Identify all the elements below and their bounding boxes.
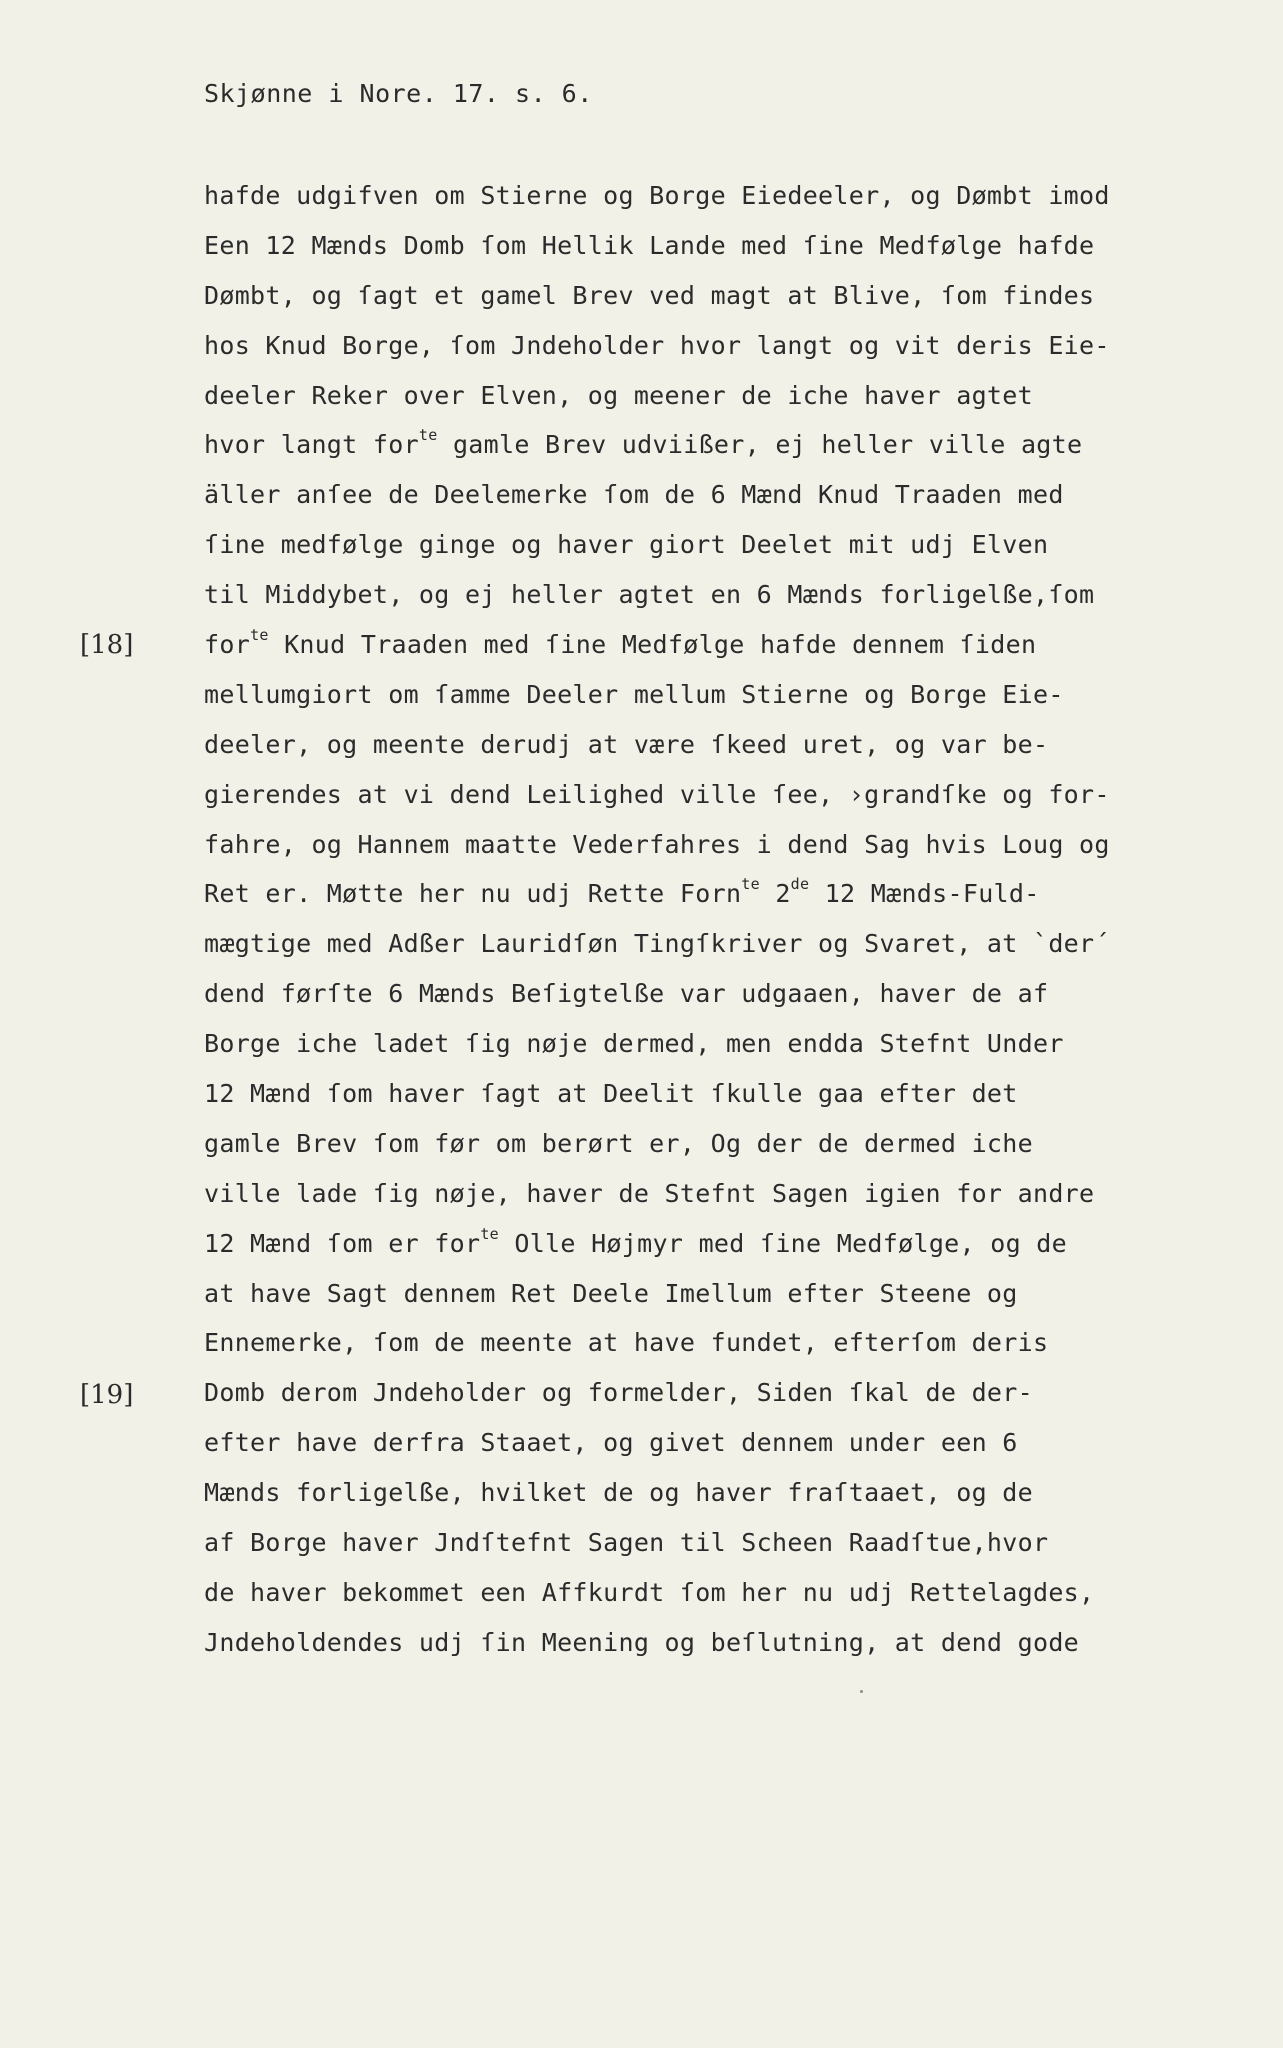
text-segment: Borge iche ladet ſig nøje dermed, men endda Stefnt Under (204, 1029, 1064, 1059)
text-segment: Mænds forligelße, hvilket de og haver fraſtaaet, og de (204, 1478, 1033, 1508)
text-line (204, 1470, 1104, 1520)
text-segment: mellumgiort om ſamme Deeler mellum Stierne og Borge Eie- (204, 679, 1064, 709)
text-segment: Ennemerke, ſom de meente at have fundet, efterſom deris (204, 1328, 1049, 1358)
text-segment: Ret er. Møtte her nu udj Rette Forn (204, 879, 742, 909)
text-line (204, 1620, 1104, 1670)
text-segment: ſine medfølge ginge og haver giort Deelet mit udj Elven (204, 530, 1049, 560)
text-segment: Domb derom Jndeholder og formelder, Siden ſkal de der- (204, 1378, 1033, 1408)
superscript: te (741, 875, 760, 894)
text-segment: de haver bekommet een Affkurdt ſom her nu udj Rettelagdes, (204, 1577, 1095, 1607)
text-line (204, 572, 1104, 622)
text-line (204, 1520, 1104, 1570)
text-segment: Jndeholdendes udj ſin Meening og beſlutning, at dend gode (204, 1627, 1080, 1657)
page-header: Skjønne i Nore. 17. s. 6. (204, 79, 593, 108)
text-segment: Een 12 Mænds Domb ſom Hellik Lande med ſine Medfølge hafde (204, 230, 1095, 260)
text-segment: fahre, og Hannem maatte Vederfahres i dend Sag hvis Loug og (204, 829, 1110, 859)
text-segment: deeler, og meente derudj at være ſkeed uret, og var be- (204, 729, 1049, 759)
text-segment: for (204, 630, 251, 660)
text-segment: hos Knud Borge, ſom Jndeholder hvor langt og vit deris Eie- (204, 330, 1110, 360)
text-line (204, 622, 1104, 672)
text-segment: Knud Traaden med ſine Medfølge hafde dennem ſiden (268, 630, 1037, 660)
text-line (204, 1121, 1104, 1171)
superscript: te (480, 1224, 499, 1243)
text-segment: dend førſte 6 Mænds Beſigtelße var udgaaen, haver de af (204, 979, 1049, 1009)
text-segment: til Middybet, og ej heller agtet en 6 Mænds forligelße,ſom (204, 580, 1095, 610)
superscript: te (418, 426, 438, 445)
superscript: te (250, 626, 269, 645)
text-segment: deeler Reker over Elven, og meener de iche haver agtet (204, 380, 1033, 410)
text-line (204, 722, 1104, 772)
text-line (204, 921, 1110, 971)
body-text (204, 173, 1110, 1670)
text-line (204, 1021, 1104, 1071)
text-line (204, 1171, 1104, 1221)
text-line (204, 871, 1104, 921)
text-segment: äller anſee de Deelemerke ſom de 6 Mænd Knud Traaden med (204, 480, 1064, 510)
text-segment: 2 (759, 879, 791, 909)
text-line (204, 1420, 1104, 1470)
text-line (204, 1370, 1104, 1420)
text-segment: Dømbt, og ſagt et gamel Brev ved magt at Blive, ſom findes (204, 280, 1095, 310)
text-line (204, 373, 1104, 423)
text-line (204, 173, 1110, 223)
text-line (204, 472, 1104, 522)
superscript: de (790, 875, 810, 894)
margin-marker-18: [18] (80, 630, 134, 660)
text-line (204, 1320, 1104, 1370)
text-line (204, 223, 1104, 273)
text-line (204, 1271, 1104, 1321)
text-segment: 12 Mænd ſom er for (204, 1228, 481, 1258)
text-line (204, 822, 1110, 872)
text-segment: ville lade ſig nøje, haver de Stefnt Sagen igien for andre (204, 1178, 1095, 1208)
text-line (204, 1071, 1104, 1121)
text-line (204, 422, 1104, 472)
text-line (204, 672, 1104, 722)
text-line (204, 522, 1104, 572)
text-segment: 12 Mænd ſom haver ſagt at Deelit ſkulle gaa efter det (204, 1079, 1018, 1109)
text-segment: gamle Brev udviißer, ej heller ville agte (437, 430, 1083, 460)
text-segment: efter have derfra Staaet, og givet dennem under een 6 (204, 1428, 1018, 1458)
text-segment: hvor langt for (204, 430, 419, 460)
text-segment: hafde udgifven om Stierne og Borge Eiedeeler, og Dømbt imod (204, 181, 1110, 210)
text-line (204, 772, 1110, 822)
text-segment: gamle Brev ſom før om berørt er, Og der de dermed iche (204, 1128, 1033, 1158)
text-segment: Olle Højmyr med ſine Medfølge, og de (499, 1228, 1067, 1258)
margin-marker-19: [19] (80, 1380, 134, 1410)
text-line (204, 971, 1104, 1021)
paper-speck (860, 1690, 863, 1693)
text-line (204, 323, 1110, 373)
text-line (204, 1570, 1104, 1620)
text-line (204, 273, 1104, 323)
text-segment: 12 Mænds-Fuld- (809, 879, 1040, 909)
text-line (204, 1221, 1104, 1271)
text-segment: at have Sagt dennem Ret Deele Imellum efter Steene og (204, 1278, 1018, 1308)
text-segment: gierendes at vi dend Leilighed ville ſee, ›grandſke og for- (204, 779, 1110, 809)
text-segment: mægtige med Adßer Lauridſøn Tingſkriver og Svaret, at `der´ (204, 929, 1110, 959)
text-segment: af Borge haver Jndſtefnt Sagen til Scheen Raadſtue,hvor (204, 1528, 1049, 1558)
